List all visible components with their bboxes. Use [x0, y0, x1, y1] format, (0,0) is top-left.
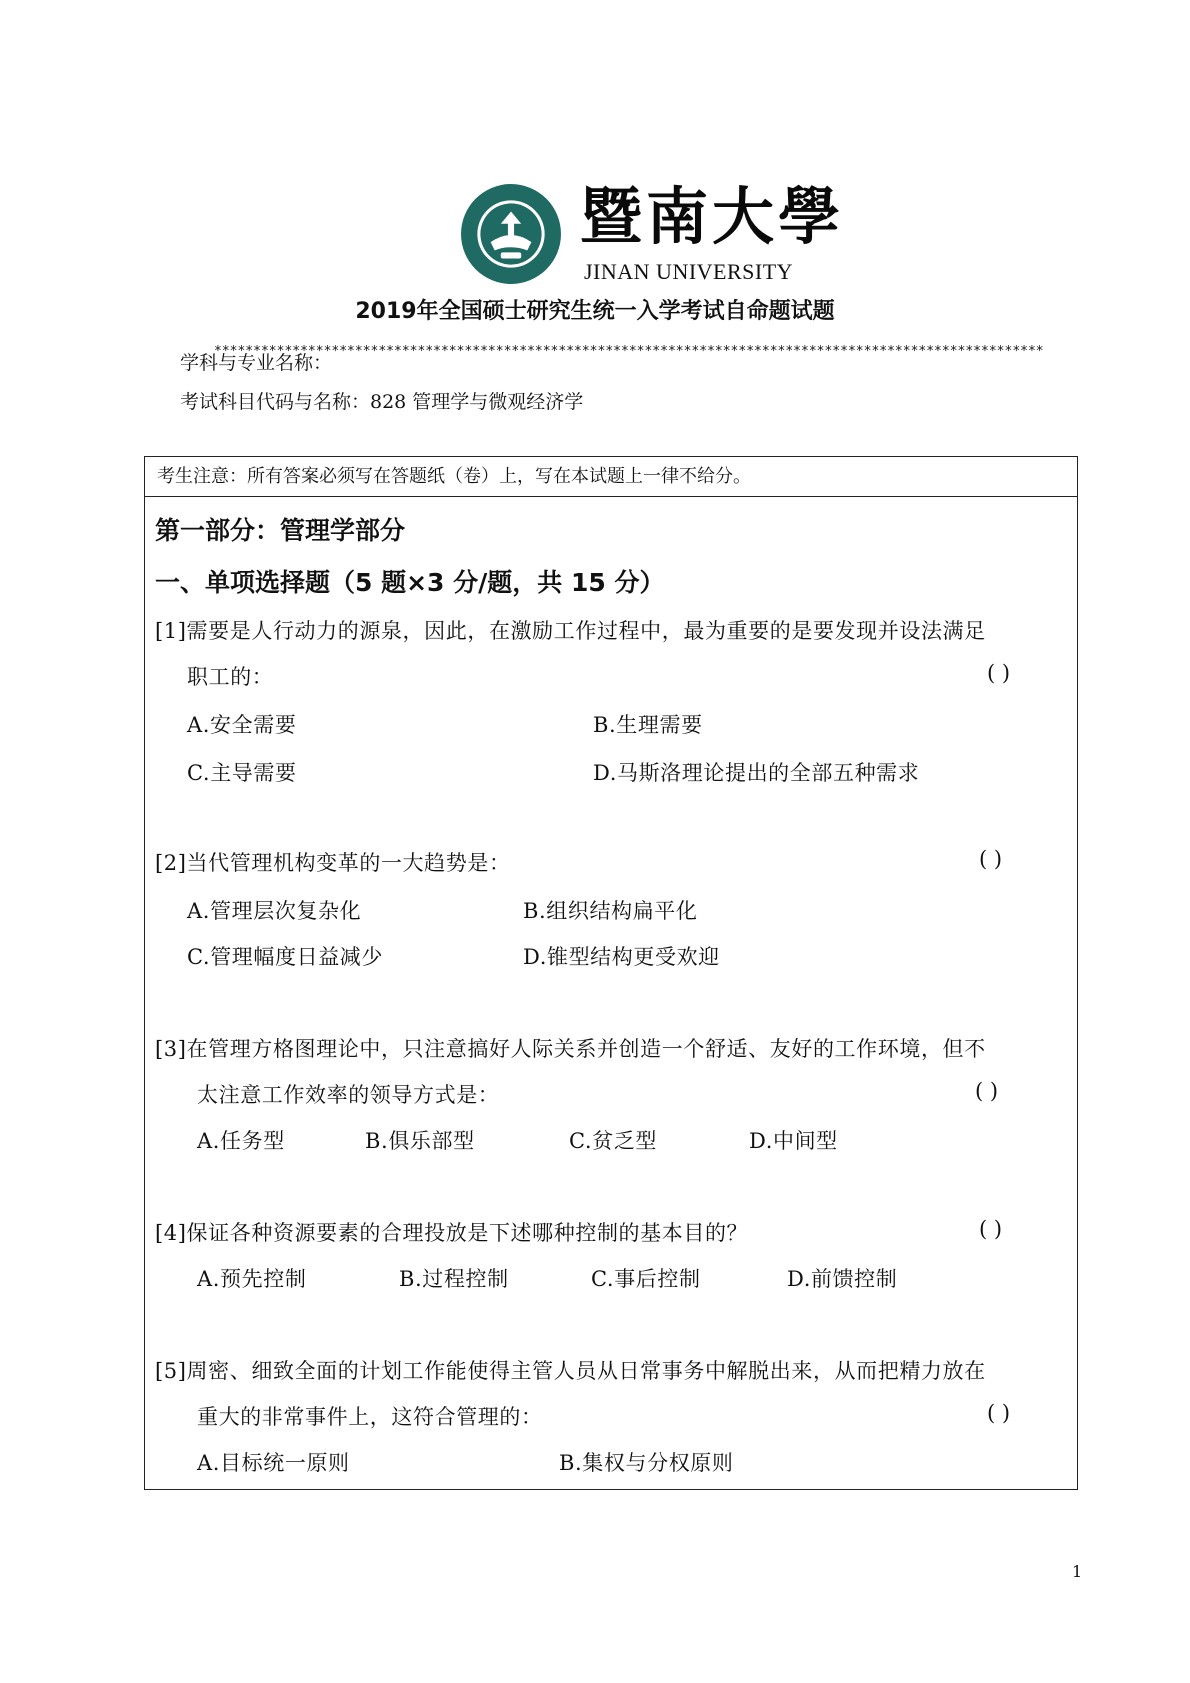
answer-paren-4: ( ) [979, 1217, 1003, 1241]
question-3-line-2: 太注意工作效率的领导方式是： [197, 1083, 500, 1107]
q2-option-a: A.管理层次复杂化 [187, 899, 362, 923]
question-5-line-1: [5]周密、细致全面的计划工作能使得主管人员从日常事务中解脱出来，从而把精力放在 [155, 1359, 986, 1383]
q3-option-b: B.俱乐部型 [365, 1129, 475, 1153]
q2-option-c: C.管理幅度日益减少 [187, 945, 383, 969]
q4-option-d: D.前馈控制 [787, 1267, 898, 1291]
exam-title: 2019年全国硕士研究生统一入学考试自命题试题 [355, 299, 835, 324]
q4-option-a: A.预先控制 [197, 1267, 307, 1291]
question-4-line-1: [4]保证各种资源要素的合理投放是下述哪种控制的基本目的？ [155, 1221, 749, 1245]
q1-option-b: B.生理需要 [593, 713, 703, 737]
q1-option-c: C.主导需要 [187, 761, 297, 785]
q4-option-b: B.过程控制 [399, 1267, 509, 1291]
notice-row: 考生注意：所有答案必须写在答题纸（卷）上，写在本试题上一律不给分。 [145, 457, 1077, 497]
answer-paren-5: ( ) [987, 1401, 1011, 1425]
q5-option-b: B.集权与分权原则 [559, 1451, 734, 1475]
q3-option-d: D.中间型 [749, 1129, 838, 1153]
answer-paren-1: ( ) [987, 661, 1011, 685]
university-seal-icon [460, 183, 562, 285]
question-1-line-1: [1]需要是人行动力的源泉，因此，在激励工作过程中，最为重要的是要发现并设法满足 [155, 619, 986, 643]
question-3-line-1: [3]在管理方格图理论中，只注意搞好人际关系并创造一个舒适、友好的工作环境，但不 [155, 1037, 986, 1061]
q2-option-d: D.锥型结构更受欢迎 [523, 945, 720, 969]
q4-option-c: C.事后控制 [591, 1267, 701, 1291]
exam-code-label: 考试科目代码与名称：828 管理学与微观经济学 [180, 391, 584, 413]
subject-label: 学科与专业名称： [180, 352, 333, 374]
q5-option-a: A.目标统一原则 [197, 1451, 350, 1475]
answer-paren-2: ( ) [979, 847, 1003, 871]
question-box [144, 456, 1078, 1490]
question-5-line-2: 重大的非常事件上，这符合管理的： [197, 1405, 543, 1429]
university-name-en: JINAN UNIVERSITY [584, 259, 794, 284]
page-number: 1 [1072, 1562, 1083, 1581]
q1-option-d: D.马斯洛理论提出的全部五种需求 [593, 761, 920, 785]
q3-option-a: A.任务型 [197, 1129, 285, 1153]
q1-option-a: A.安全需要 [187, 713, 297, 737]
question-2-line-1: [2]当代管理机构变革的一大趋势是： [155, 851, 511, 875]
section-title: 一、单项选择题（5 题×3 分/题，共 15 分） [155, 568, 665, 597]
university-logo [460, 180, 845, 287]
q3-option-c: C.贫乏型 [569, 1129, 657, 1153]
answer-paren-3: ( ) [975, 1079, 999, 1103]
star-divider: ********************************************************************************************************** [214, 344, 1044, 359]
university-name-cn: 暨南大學 [580, 180, 845, 253]
question-1-line-2: 职工的： [187, 665, 274, 689]
q2-option-b: B.组织结构扁平化 [523, 899, 698, 923]
part-title: 第一部分：管理学部分 [155, 516, 406, 545]
